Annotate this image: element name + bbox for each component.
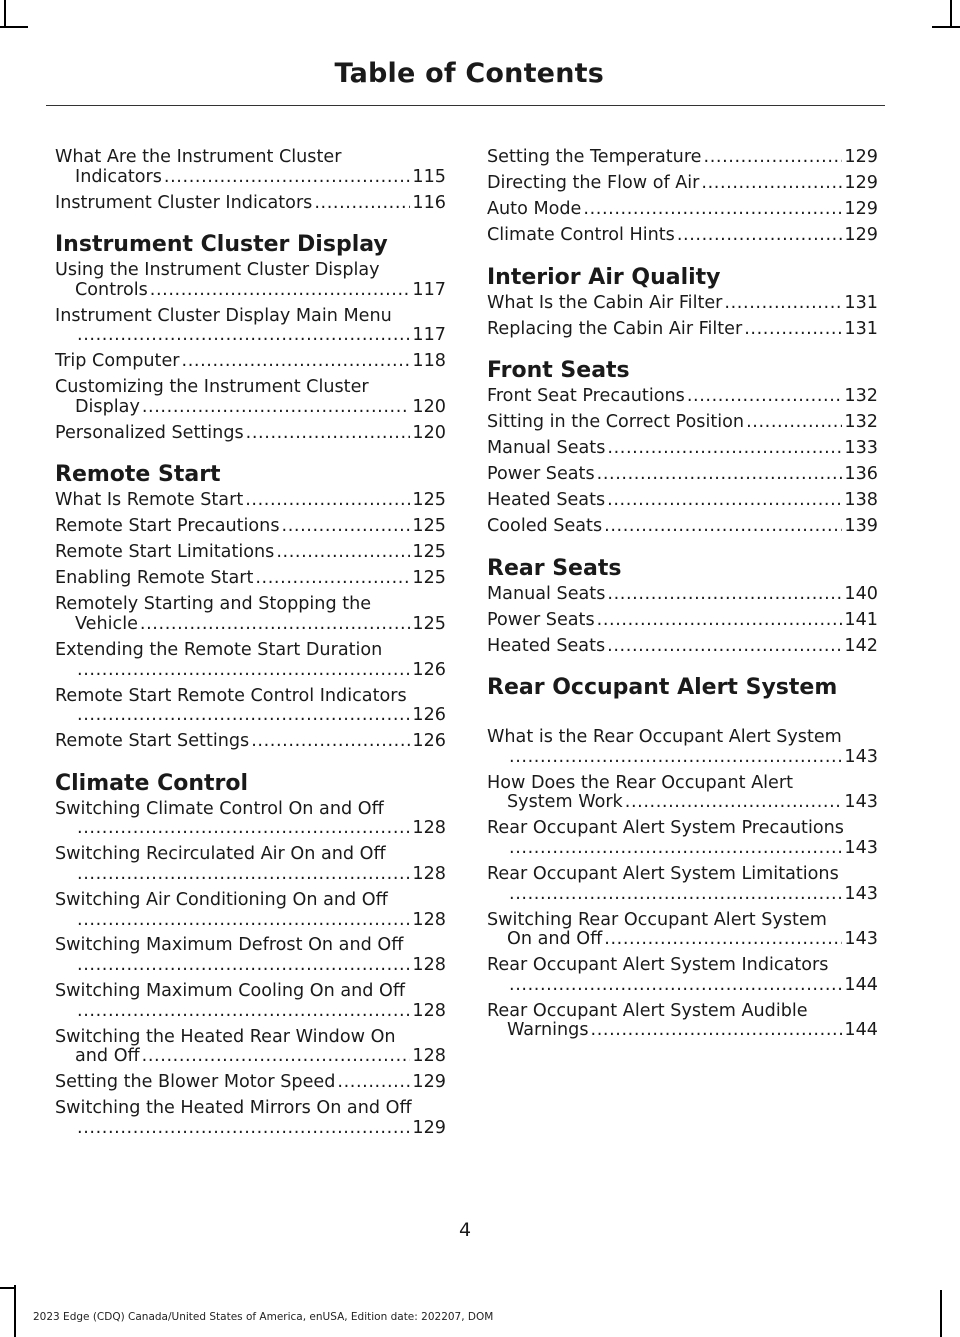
toc-entry-title: Rear Occupant Alert System Audible [487, 1000, 808, 1021]
dot-leader [509, 976, 842, 996]
crop-mark [950, 0, 952, 28]
toc-entry-title-cont: Controls [75, 279, 148, 300]
dot-leader [591, 1021, 843, 1041]
toc-entry[interactable] [487, 611, 878, 631]
toc-entry-title: Power Seats [487, 609, 595, 630]
toc-entry-title: What Are the Instrument Cluster [55, 147, 342, 167]
crop-mark [0, 26, 28, 28]
toc-entry[interactable] [55, 569, 446, 589]
toc-entry-title: Switching Maximum Cooling On and Off [55, 981, 406, 1002]
dot-leader [150, 281, 411, 301]
toc-entry-page: 143 [844, 883, 878, 904]
toc-entry-title: Rear Occupant Alert System Indicators [487, 955, 829, 976]
toc-entry-page: 129 [412, 1117, 446, 1138]
toc-entry[interactable] [487, 387, 878, 407]
toc-entry-page: 117 [412, 325, 446, 346]
toc-entry[interactable] [487, 294, 878, 314]
toc-entry-page: 143 [844, 837, 878, 858]
toc-entry[interactable] [55, 845, 446, 884]
toc-entry[interactable] [55, 261, 446, 300]
toc-entry-page: 125 [412, 516, 446, 537]
toc-entry-page: 136 [844, 464, 878, 485]
toc-entry-title: Switching Recirculated Air On and Off [55, 844, 386, 865]
toc-entry[interactable] [487, 320, 878, 340]
toc-entry[interactable] [487, 819, 878, 858]
dot-leader [164, 168, 410, 188]
section-heading: Remote Start [55, 462, 221, 488]
toc-entry-page: 120 [412, 396, 446, 417]
toc-entry-page: 142 [844, 635, 878, 656]
toc-entry-title: Front Seat Precautions [487, 386, 685, 407]
dot-leader [246, 424, 411, 444]
dot-leader [142, 398, 411, 418]
toc-entry-page: 115 [412, 166, 446, 187]
toc-entry-page: 128 [412, 1046, 446, 1067]
dot-leader [677, 226, 843, 246]
toc-entry-title: Trip Computer [55, 351, 180, 372]
toc-entry-title: Cooled Seats [487, 516, 603, 537]
toc-entry-page: 118 [412, 351, 446, 372]
dot-leader [77, 326, 410, 346]
toc-entry[interactable] [487, 585, 878, 605]
toc-entry-title-cont: Indicators [75, 166, 162, 187]
toc-entry[interactable] [487, 1002, 878, 1041]
toc-entry-page: 128 [412, 1000, 446, 1021]
toc-entry-title: Replacing the Cabin Air Filter [487, 318, 743, 339]
toc-entry-page: 140 [844, 583, 878, 604]
toc-left-column [55, 148, 446, 1145]
toc-entry-page: 129 [844, 172, 878, 193]
crop-mark [932, 26, 960, 28]
toc-entry-title: Remote Start Settings [55, 731, 250, 752]
toc-entry[interactable] [55, 1099, 446, 1138]
section-heading: Instrument Cluster Display [55, 232, 388, 258]
dot-leader [142, 1047, 411, 1067]
dot-leader [77, 865, 410, 885]
toc-entry-page: 126 [412, 659, 446, 680]
toc-entry-title: Instrument Cluster Display Main Menu [55, 305, 392, 326]
toc-entry-title-cont: On and Off [507, 929, 603, 950]
toc-entry-title: Directing the Flow of Air [487, 172, 700, 193]
toc-entry-page: 143 [844, 792, 878, 813]
toc-entry-title: What is the Rear Occupant Alert System [487, 727, 842, 748]
toc-entry-page: 125 [412, 490, 446, 511]
dot-leader [314, 194, 410, 214]
toc-entry[interactable] [487, 865, 878, 904]
toc-entry-title: Remote Start Remote Control Indicators [55, 685, 407, 706]
toc-entry[interactable] [487, 517, 878, 537]
toc-entry-page: 143 [844, 929, 878, 950]
toc-entry-title: Remotely Starting and Stopping the [55, 594, 372, 615]
toc-entry[interactable] [487, 911, 878, 950]
toc-entry-title: Enabling Remote Start [55, 568, 254, 589]
dot-leader [604, 930, 842, 950]
toc-entry-title: Personalized Settings [55, 422, 244, 443]
toc-entry-page: 139 [844, 516, 878, 537]
crop-mark [940, 1290, 942, 1337]
toc-entry-title: Rear Occupant Alert System Precautions [487, 818, 844, 839]
toc-right-column [487, 148, 878, 1047]
dot-leader [182, 352, 411, 372]
dot-leader [625, 793, 843, 813]
toc-entry-title: Manual Seats [487, 438, 606, 459]
toc-entry[interactable] [55, 732, 446, 752]
toc-entry[interactable] [487, 728, 878, 767]
toc-entry-title: Heated Seats [487, 635, 606, 656]
dot-leader [583, 200, 842, 220]
footer-edition: 2023 Edge (CDQ) Canada/United States of America, enUSA, Edition date: 202207, DOM [33, 1311, 494, 1323]
toc-entry[interactable] [55, 800, 446, 839]
toc-entry-page: 131 [844, 318, 878, 339]
toc-entry-title: Switching Rear Occupant Alert System [487, 909, 827, 930]
toc-entry-title: Heated Seats [487, 490, 606, 511]
toc-entry-page: 138 [844, 490, 878, 511]
dot-leader [77, 661, 410, 681]
toc-entry[interactable] [55, 936, 446, 975]
toc-entry[interactable] [487, 413, 878, 433]
dot-leader [140, 615, 410, 635]
toc-entry-title: Remote Start Precautions [55, 516, 280, 537]
toc-entry[interactable] [55, 491, 446, 511]
header-rule [46, 105, 885, 106]
dot-leader [604, 517, 842, 537]
toc-entry-page: 126 [412, 731, 446, 752]
dot-leader [746, 413, 842, 433]
dot-leader [724, 294, 842, 314]
toc-entry[interactable] [55, 891, 446, 930]
dot-leader [701, 174, 842, 194]
toc-entry-title: How Does the Rear Occupant Alert [487, 772, 794, 793]
toc-entry[interactable] [55, 148, 446, 187]
dot-leader [597, 611, 843, 631]
dot-leader [687, 387, 843, 407]
toc-entry[interactable] [487, 465, 878, 485]
toc-entry[interactable] [55, 641, 446, 680]
toc-entry-page: 129 [844, 224, 878, 245]
page-number: 4 [458, 1219, 472, 1241]
toc-entry-page: 117 [412, 279, 446, 300]
toc-entry-title: Customizing the Instrument Cluster [55, 377, 369, 398]
dot-leader [77, 819, 410, 839]
toc-entry[interactable] [55, 595, 446, 634]
toc-entry-page: 129 [412, 1072, 446, 1093]
toc-entry[interactable] [487, 174, 878, 194]
section-heading: Climate Control [55, 770, 249, 796]
toc-entry-title: Extending the Remote Start Duration [55, 640, 383, 660]
toc-entry-title: Manual Seats [487, 583, 606, 604]
toc-entry[interactable] [487, 200, 878, 220]
dot-leader [509, 748, 842, 768]
crop-mark [0, 1287, 16, 1289]
toc-entry[interactable] [55, 517, 446, 537]
toc-entry-title: Instrument Cluster Indicators [55, 192, 313, 213]
toc-entry[interactable] [55, 378, 446, 417]
dot-leader [255, 569, 410, 589]
toc-entry[interactable] [55, 307, 446, 346]
toc-entry-title: Rear Occupant Alert System Limitations [487, 863, 839, 884]
dot-leader [744, 320, 842, 340]
toc-entry-title: Sitting in the Correct Position [487, 412, 745, 433]
section-heading: Rear Seats [487, 555, 622, 581]
section-heading: Rear Occupant Alert System [487, 675, 838, 701]
dot-leader [77, 706, 410, 726]
toc-entry[interactable] [55, 194, 446, 214]
toc-entry-page: 128 [412, 955, 446, 976]
toc-entry-title: Climate Control Hints [487, 224, 675, 245]
toc-entry-page: 133 [844, 438, 878, 459]
toc-entry-title-cont: System Work [507, 792, 623, 813]
toc-entry-page: 132 [844, 386, 878, 407]
toc-entry[interactable] [487, 956, 878, 995]
dot-leader [77, 1002, 410, 1022]
toc-entry-page: 144 [844, 1020, 878, 1041]
toc-entry-page: 143 [844, 746, 878, 767]
toc-entry-page: 128 [412, 863, 446, 884]
crop-mark [4, 0, 6, 28]
toc-entry-page: 129 [844, 147, 878, 167]
toc-entry-title: Setting the Temperature [487, 147, 702, 167]
dot-leader [597, 465, 843, 485]
toc-entry-page: 144 [844, 974, 878, 995]
toc-entry-page: 125 [412, 614, 446, 635]
toc-entry-page: 120 [412, 422, 446, 443]
dot-leader [509, 885, 842, 905]
toc-entry-title: What Is the Cabin Air Filter [487, 292, 723, 313]
toc-entry-page: 125 [412, 568, 446, 589]
toc-entry[interactable] [55, 543, 446, 563]
dot-leader [704, 148, 843, 168]
toc-entry-page: 128 [412, 909, 446, 930]
dot-leader [509, 839, 842, 859]
toc-entry[interactable] [487, 148, 878, 168]
toc-entry[interactable] [55, 687, 446, 726]
toc-entry[interactable] [55, 982, 446, 1021]
toc-entry[interactable] [55, 352, 446, 372]
toc-entry-page: 129 [844, 198, 878, 219]
toc-entry-title-cont: and Off [75, 1046, 140, 1067]
crop-mark [14, 1285, 16, 1337]
toc-entry-title: Using the Instrument Cluster Display [55, 260, 380, 281]
dot-leader [77, 1119, 410, 1139]
toc-entry[interactable] [487, 226, 878, 246]
dot-leader [607, 637, 842, 657]
toc-entry-title-cont: Vehicle [75, 614, 138, 635]
toc-entry[interactable] [55, 424, 446, 444]
toc-entry[interactable] [55, 1028, 446, 1067]
toc-entry[interactable] [487, 774, 878, 813]
dot-leader [282, 517, 411, 537]
section-heading: Front Seats [487, 358, 630, 384]
toc-entry[interactable] [487, 491, 878, 511]
toc-entry[interactable] [487, 637, 878, 657]
toc-entry-page: 126 [412, 705, 446, 726]
page-title: Table of Contents [334, 58, 604, 89]
toc-entry-title: Setting the Blower Motor Speed [55, 1072, 336, 1093]
dot-leader [251, 732, 410, 752]
dot-leader [77, 956, 410, 976]
dot-leader [77, 911, 410, 931]
toc-entry-page: 116 [412, 192, 446, 213]
dot-leader [337, 1073, 410, 1093]
toc-entry-page: 125 [412, 542, 446, 563]
toc-entry[interactable] [487, 439, 878, 459]
dot-leader [245, 491, 410, 511]
toc-entry-title: Remote Start Limitations [55, 542, 275, 563]
toc-entry[interactable] [55, 1073, 446, 1093]
toc-entry-title: What Is Remote Start [55, 490, 244, 511]
dot-leader [607, 439, 842, 459]
dot-leader [607, 491, 842, 511]
toc-entry-title: Switching Climate Control On and Off [55, 798, 384, 819]
toc-entry-page: 132 [844, 412, 878, 433]
toc-entry-title: Switching Maximum Defrost On and Off [55, 935, 404, 956]
toc-entry-title-cont: Warnings [507, 1020, 589, 1041]
dot-leader [607, 585, 842, 605]
toc-entry-page: 131 [844, 292, 878, 313]
toc-entry-title: Auto Mode [487, 198, 582, 219]
toc-entry-title-cont: Display [75, 396, 140, 417]
dot-leader [276, 543, 410, 563]
toc-entry-title: Switching the Heated Rear Window On [55, 1026, 396, 1047]
toc-entry-title: Switching Air Conditioning On and Off [55, 889, 388, 910]
toc-entry-title: Power Seats [487, 464, 595, 485]
toc-entry-page: 141 [844, 609, 878, 630]
section-heading: Interior Air Quality [487, 264, 721, 290]
toc-entry-title: Switching the Heated Mirrors On and Off [55, 1098, 412, 1119]
toc-entry-page: 128 [412, 818, 446, 839]
